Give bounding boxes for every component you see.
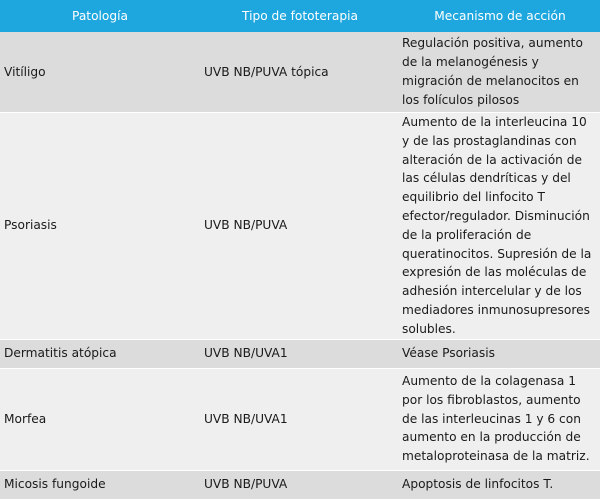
header-mecanismo-accion: Mecanismo de acción	[400, 0, 600, 32]
cell-mecanismo: Regulación positiva, aumento de la melanogénesis y migración de melanocitos en los folículos pilosos	[400, 32, 600, 113]
cell-tipo: UVB NB/UVA1	[200, 368, 400, 470]
table-row	[0, 339, 600, 368]
cell-patologia: Vitíligo	[0, 32, 200, 113]
cell-tipo: UVB NB/UVA1	[200, 339, 400, 368]
header-row	[0, 0, 600, 32]
cell-tipo: UVB NB/PUVA	[200, 470, 400, 499]
cell-mecanismo: Aumento de la colagenasa 1 por los fibroblastos, aumento de las interleucinas 1 y 6 con aumento en la producción de metaloproteinasa de la matriz.	[400, 368, 600, 470]
cell-patologia: Micosis fungoide	[0, 470, 200, 499]
header-tipo-fototerapia: Tipo de fototerapia	[200, 0, 400, 32]
table-row	[0, 368, 600, 470]
cell-patologia: Psoriasis	[0, 113, 200, 340]
cell-tipo: UVB NB/PUVA tópica	[200, 32, 400, 113]
table-body	[0, 32, 600, 499]
cell-mecanismo: Véase Psoriasis	[400, 339, 600, 368]
cell-patologia: Morfea	[0, 368, 200, 470]
table-row	[0, 32, 600, 113]
cell-tipo: UVB NB/PUVA	[200, 113, 400, 340]
table-header	[0, 0, 600, 32]
cell-mecanismo: Apoptosis de linfocitos T.	[400, 470, 600, 499]
header-patologia: Patología	[0, 0, 200, 32]
table-row	[0, 113, 600, 340]
cell-mecanismo: Aumento de la interleucina 10 y de las prostaglandinas con alteración de la activación de las células dendríticas y del equilibrio del linfocito T efector/regulador. Disminución de la proliferación de queratinocitos. Supresión de la expresión de las moléculas de adhesión intercelular y de los mediadores inmunosupresores solubles.	[400, 113, 600, 340]
cell-patologia: Dermatitis atópica	[0, 339, 200, 368]
